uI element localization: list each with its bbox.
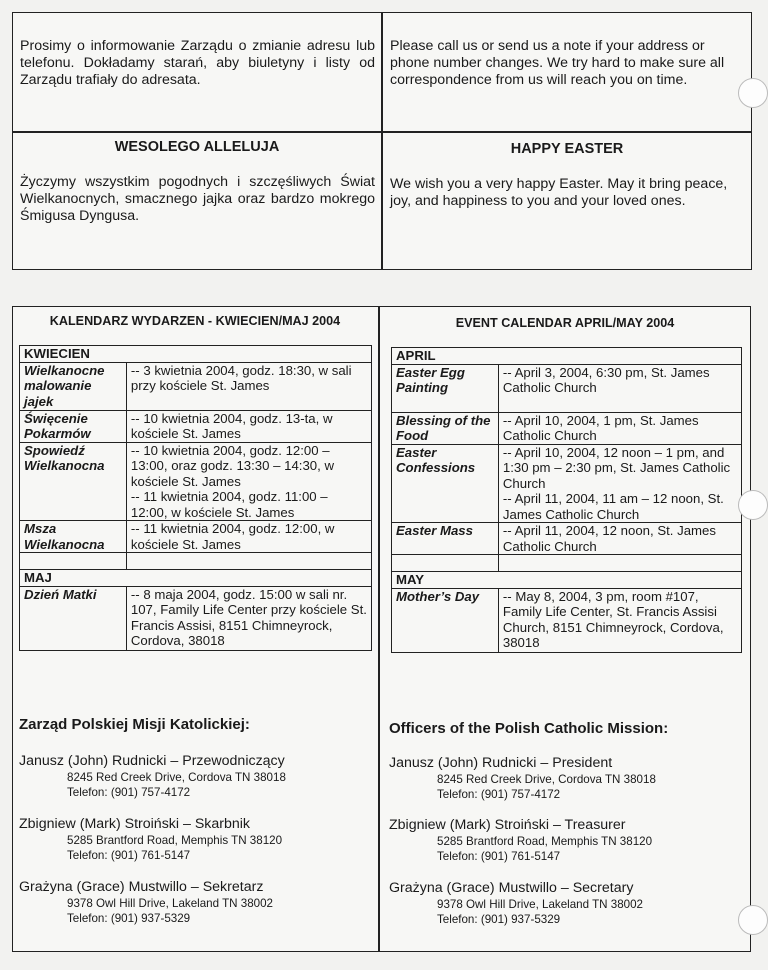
table-row <box>392 572 742 589</box>
event-name: Spowiedź Wielkanocna <box>20 442 127 521</box>
calendar-title-pl: KALENDARZ WYDARZEN - KWIECIEN/MAJ 2004 <box>49 314 341 328</box>
officer-address: 5285 Brantford Road, Memphis TN 38120 <box>437 835 653 848</box>
easter-heading-en: HAPPY EASTER <box>510 141 624 157</box>
officer-name: Zbigniew (Mark) Stroiński – Treasurer <box>389 817 626 833</box>
empty-cell <box>126 553 371 570</box>
month-label: KWIECIEN <box>20 346 372 363</box>
officer-name: Janusz (John) Rudnicki – Przewodniczący <box>19 753 285 769</box>
officer-address: 8245 Red Creek Drive, Cordova TN 38018 <box>437 773 656 786</box>
month-label: APRIL <box>392 348 742 365</box>
event-details-line: -- 11 kwietnia 2004, godz. 11:00 – 12:00, w kościele St. James <box>130 489 328 520</box>
officer-phone: Telefon: (901) 761-5147 <box>67 849 191 862</box>
event-name: Dzień Matki <box>20 586 127 650</box>
officer-phone: Telefon: (901) 761-5147 <box>437 850 561 863</box>
event-name: Wielkanocne malowanie jajek <box>20 362 127 410</box>
officer-name: Grażyna (Grace) Mustwillo – Secretary <box>389 880 634 896</box>
officer-phone: Telefon: (901) 937-5329 <box>437 913 561 926</box>
event-details: -- April 10, 2004, 1 pm, St. James Catholic Church <box>498 412 741 444</box>
table-row <box>20 570 372 587</box>
event-details-line: -- 10 kwietnia 2004, godz. 12:00 – 13:00, oraz godz. 13:30 – 14:30, w kościele St. James <box>130 442 334 489</box>
officer-address: 9378 Owl Hill Drive, Lakeland TN 38002 <box>437 898 644 911</box>
info-box-row-divider <box>12 131 752 133</box>
officer-address: 9378 Owl Hill Drive, Lakeland TN 38002 <box>67 897 274 910</box>
table-row <box>20 553 372 570</box>
punch-hole <box>738 490 768 520</box>
officer-en-3 <box>389 880 643 927</box>
table-row <box>392 588 742 652</box>
table-row <box>20 346 372 363</box>
event-details: -- 11 kwietnia 2004, godz. 12:00, w kościele St. James <box>126 521 371 553</box>
easter-text-pl: Życzymy wszystkim pogodnych i szczęśliwych Świat Wielkanocnych, smacznego jajka oraz bardzo mokrego Śmigusa Dyngusa. <box>20 174 375 224</box>
officer-pl-3 <box>19 879 273 926</box>
table-row <box>20 586 372 650</box>
table-row <box>20 521 372 553</box>
event-name: Święcenie Pokarmów <box>20 410 127 442</box>
officer-en-2 <box>389 817 652 864</box>
event-name: Blessing of the Food <box>392 412 499 444</box>
officer-name: Grażyna (Grace) Mustwillo – Sekretarz <box>19 879 264 895</box>
event-details: -- April 3, 2004, 6:30 pm, St. James Catholic Church <box>498 364 741 412</box>
table-row <box>392 555 742 572</box>
event-details: -- April 11, 2004, 12 noon, St. James Catholic Church <box>498 523 741 555</box>
event-details <box>498 444 741 523</box>
event-details: -- 8 maja 2004, godz. 15:00 w sali nr. 107, Family Life Center przy kościele St. Francis Assisi, 8151 Chimneyrock, Cordova, 38018 <box>126 586 371 650</box>
officers-title-en: Officers of the Polish Catholic Mission: <box>389 720 669 737</box>
officer-address: 5285 Brantford Road, Memphis TN 38120 <box>67 834 283 847</box>
table-row <box>392 523 742 555</box>
table-row <box>392 348 742 365</box>
officer-pl-1 <box>19 753 286 800</box>
event-details-line: -- April 11, 2004, 11 am – 12 noon, St. James Catholic Church <box>502 491 724 522</box>
event-name: Easter Mass <box>392 523 499 555</box>
officers-title-pl: Zarząd Polskiej Misji Katolickiej: <box>19 716 250 733</box>
calendar-title-en: EVENT CALENDAR APRIL/MAY 2004 <box>455 316 675 330</box>
empty-cell <box>20 553 127 570</box>
event-name: Mother’s Day <box>392 588 499 652</box>
calendar-box-divider <box>378 306 380 952</box>
notice-pl: Prosimy o informowanie Zarządu o zmianie adresu lub telefonu. Dokładamy starań, aby biuletyny i listy od Zarządu trafiały do adresata. <box>20 38 375 88</box>
punch-hole <box>738 78 768 108</box>
officer-name: Zbigniew (Mark) Stroiński – Skarbnik <box>19 816 251 832</box>
officer-phone: Telefon: (901) 757-4172 <box>437 788 561 801</box>
empty-cell <box>498 555 741 572</box>
event-details: -- 3 kwietnia 2004, godz. 18:30, w sali przy kościele St. James <box>126 362 371 410</box>
table-row <box>20 410 372 442</box>
event-name: Easter Confessions <box>392 444 499 523</box>
officer-phone: Telefon: (901) 937-5329 <box>67 912 191 925</box>
month-label: MAJ <box>20 570 372 587</box>
officer-pl-2 <box>19 816 282 863</box>
calendar-table-en <box>391 347 742 653</box>
punch-hole <box>738 905 768 935</box>
table-row <box>20 442 372 521</box>
empty-cell <box>392 555 499 572</box>
easter-heading-pl: WESOLEGO ALLELUJA <box>114 139 280 155</box>
event-details: -- 10 kwietnia 2004, godz. 13-ta, w kościele St. James <box>126 410 371 442</box>
table-row <box>392 412 742 444</box>
notice-en: Please call us or send us a note if your address or phone number changes. We try hard to make sure all correspondence from us will reach you on time. <box>390 38 725 88</box>
table-row <box>20 362 372 410</box>
table-row <box>392 364 742 412</box>
officer-phone: Telefon: (901) 757-4172 <box>67 786 191 799</box>
officer-en-1 <box>389 755 656 802</box>
officer-address: 8245 Red Creek Drive, Cordova TN 38018 <box>67 771 286 784</box>
calendar-table-pl <box>19 345 372 651</box>
event-details <box>126 442 371 521</box>
month-label: MAY <box>392 572 742 589</box>
event-name: Easter Egg Painting <box>392 364 499 412</box>
officer-name: Janusz (John) Rudnicki – President <box>389 755 613 771</box>
event-name: Msza Wielkanocna <box>20 521 127 553</box>
easter-text-en: We wish you a very happy Easter. May it bring peace, joy, and happiness to you and your loved ones. <box>390 176 728 209</box>
table-row <box>392 444 742 523</box>
event-details: -- May 8, 2004, 3 pm, room #107, Family Life Center, St. Francis Assisi Church, 8151 Chimneyrock, Cordova, 38018 <box>498 588 741 652</box>
event-details-line: -- April 10, 2004, 12 noon – 1 pm, and 1:30 pm – 2:30 pm, St. James Catholic Church <box>502 444 731 491</box>
